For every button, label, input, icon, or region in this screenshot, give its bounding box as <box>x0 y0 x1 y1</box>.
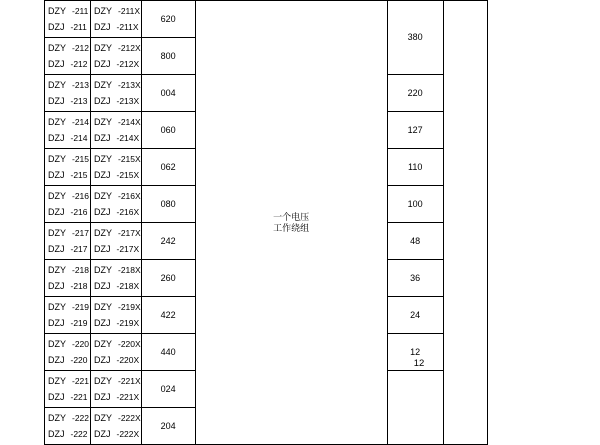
type2-prefix: DZJ <box>48 169 65 180</box>
type1-suffix-x: -213X <box>118 79 141 90</box>
type1-prefix: DZY <box>48 264 66 275</box>
type2-prefix: DZJ <box>48 243 65 254</box>
type1-suffix-x: -220X <box>118 338 141 349</box>
type-cell-1 <box>45 186 91 223</box>
type1-prefix: DZY <box>48 375 66 386</box>
code-cell: 242 <box>141 223 195 260</box>
type2-suffix: -211 <box>70 21 87 32</box>
code-cell: 204 <box>141 408 195 445</box>
type2-prefix-x: DZJ <box>94 132 111 143</box>
note-line-1: 一个电压 <box>273 212 310 223</box>
type-cell-1 <box>45 149 91 186</box>
type2-prefix-x: DZJ <box>94 391 111 402</box>
type-cell-1 <box>45 334 91 371</box>
value-cell: 220 <box>387 75 443 112</box>
type-cell-2 <box>91 149 142 186</box>
type2-prefix-x: DZJ <box>94 58 111 69</box>
type1-suffix: -214 <box>72 116 90 127</box>
type2-suffix: -217 <box>70 243 88 254</box>
type2-suffix-x: -213X <box>116 95 140 106</box>
type1-prefix-x: DZY <box>94 301 112 312</box>
type1-suffix-x: -214X <box>118 116 141 127</box>
type2-suffix: -219 <box>70 317 88 328</box>
type2-prefix-x: DZJ <box>94 354 111 365</box>
type1-prefix-x: DZY <box>94 153 112 164</box>
type2-prefix: DZJ <box>48 206 65 217</box>
code-cell: 440 <box>141 334 195 371</box>
type-cell-2 <box>91 75 142 112</box>
type1-prefix-x: DZY <box>94 412 112 423</box>
value-cell: 100 <box>387 186 443 223</box>
type-cell-2 <box>91 1 142 38</box>
value-cell: 36 <box>387 260 443 297</box>
code-cell: 060 <box>141 112 195 149</box>
type1-suffix-x: -219X <box>118 301 141 312</box>
type-cell-1 <box>45 223 91 260</box>
type2-prefix: DZJ <box>48 354 65 365</box>
type2-prefix-x: DZJ <box>94 21 111 32</box>
type-cell-2 <box>91 297 142 334</box>
note-line-2: 工作绕组 <box>273 222 310 233</box>
type-cell-2 <box>91 223 142 260</box>
code-cell: 800 <box>141 38 195 75</box>
value-cell: 12 <box>387 334 443 371</box>
type-cell-1 <box>45 371 91 408</box>
type2-suffix: -221 <box>70 391 88 402</box>
type2-prefix-x: DZJ <box>94 280 111 291</box>
type2-prefix: DZJ <box>48 21 65 32</box>
type1-prefix: DZY <box>48 227 66 238</box>
type1-suffix: -216 <box>72 190 90 201</box>
type2-suffix-x: -211X <box>116 21 139 32</box>
code-cell: 062 <box>141 149 195 186</box>
code-cell: 024 <box>141 371 195 408</box>
type-cell-1 <box>45 260 91 297</box>
type-cell-2 <box>91 334 142 371</box>
type1-prefix: DZY <box>48 116 66 127</box>
type2-suffix-x: -220X <box>116 354 140 365</box>
type1-prefix-x: DZY <box>94 116 112 127</box>
value-cell: 48 <box>387 223 443 260</box>
type1-suffix-x: -216X <box>118 190 141 201</box>
type1-suffix-x: -217X <box>118 227 141 238</box>
type-cell-1 <box>45 38 91 75</box>
value-cell: 380 <box>387 1 443 75</box>
type2-suffix-x: -217X <box>116 243 140 254</box>
type2-suffix-x: -222X <box>116 428 140 439</box>
type2-suffix: -215 <box>70 169 88 180</box>
type2-suffix: -218 <box>70 280 88 291</box>
specification-table <box>44 0 488 445</box>
type1-suffix: -215 <box>72 153 90 164</box>
type1-suffix: -218 <box>72 264 90 275</box>
value-cell: 24 <box>387 297 443 334</box>
type1-prefix-x: DZY <box>94 42 112 53</box>
type-cell-2 <box>91 186 142 223</box>
type2-prefix: DZJ <box>48 132 65 143</box>
type2-prefix-x: DZJ <box>94 206 111 217</box>
type-cell-2 <box>91 408 142 445</box>
type2-suffix-x: -219X <box>116 317 140 328</box>
type-cell-1 <box>45 1 91 38</box>
type1-suffix: -211 <box>72 5 89 16</box>
type-cell-1 <box>45 408 91 445</box>
code-cell: 620 <box>141 1 195 38</box>
value-cell: 127 <box>387 112 443 149</box>
type2-prefix-x: DZJ <box>94 95 111 106</box>
type2-suffix: -220 <box>70 354 88 365</box>
type1-prefix-x: DZY <box>94 5 112 16</box>
type1-prefix-x: DZY <box>94 264 112 275</box>
type1-suffix-x: -215X <box>118 153 141 164</box>
type-cell-1 <box>45 297 91 334</box>
type1-prefix: DZY <box>48 42 66 53</box>
value-cell <box>387 371 443 445</box>
type1-prefix-x: DZY <box>94 375 112 386</box>
type1-suffix: -221 <box>72 375 90 386</box>
table-row <box>45 1 488 38</box>
value-cell: 110 <box>387 149 443 186</box>
type2-suffix-x: -214X <box>116 132 140 143</box>
type1-prefix: DZY <box>48 79 66 90</box>
type2-prefix-x: DZJ <box>94 428 111 439</box>
value-label-last: 12 <box>413 358 425 369</box>
type2-suffix: -212 <box>70 58 88 69</box>
type1-suffix-x: -212X <box>118 42 141 53</box>
type2-prefix-x: DZJ <box>94 243 111 254</box>
type-cell-2 <box>91 260 142 297</box>
type2-prefix: DZJ <box>48 391 65 402</box>
type2-prefix: DZJ <box>48 317 65 328</box>
type1-prefix-x: DZY <box>94 79 112 90</box>
blank-cell <box>443 1 487 445</box>
type1-prefix-x: DZY <box>94 227 112 238</box>
type1-suffix: -222 <box>72 412 90 423</box>
type1-prefix: DZY <box>48 301 66 312</box>
type1-suffix-x: -211X <box>118 5 141 16</box>
code-cell: 004 <box>141 75 195 112</box>
type-cell-2 <box>91 112 142 149</box>
type1-suffix: -220 <box>72 338 90 349</box>
type2-prefix: DZJ <box>48 95 65 106</box>
type2-suffix-x: -212X <box>116 58 140 69</box>
note-cell <box>195 1 387 445</box>
type-cell-2 <box>91 371 142 408</box>
type2-suffix: -213 <box>70 95 88 106</box>
type2-suffix: -214 <box>70 132 88 143</box>
type1-prefix-x: DZY <box>94 338 112 349</box>
type1-prefix: DZY <box>48 190 66 201</box>
type2-prefix-x: DZJ <box>94 317 111 328</box>
type-cell-1 <box>45 112 91 149</box>
type-cell-2 <box>91 38 142 75</box>
type2-prefix: DZJ <box>48 280 65 291</box>
type1-prefix: DZY <box>48 153 66 164</box>
code-cell: 080 <box>141 186 195 223</box>
code-cell: 422 <box>141 297 195 334</box>
type1-suffix-x: -218X <box>118 264 141 275</box>
type1-suffix-x: -221X <box>118 375 141 386</box>
type1-prefix: DZY <box>48 338 66 349</box>
type1-suffix-x: -222X <box>118 412 141 423</box>
type2-suffix-x: -216X <box>116 206 140 217</box>
type2-suffix: -216 <box>70 206 88 217</box>
code-cell: 260 <box>141 260 195 297</box>
type2-prefix-x: DZJ <box>94 169 111 180</box>
type2-suffix-x: -218X <box>116 280 140 291</box>
type1-prefix-x: DZY <box>94 190 112 201</box>
type1-suffix: -212 <box>72 42 90 53</box>
type2-suffix-x: -221X <box>116 391 140 402</box>
type1-prefix: DZY <box>48 5 66 16</box>
type2-prefix: DZJ <box>48 428 65 439</box>
type-cell-1 <box>45 75 91 112</box>
type2-suffix-x: -215X <box>116 169 140 180</box>
type2-prefix: DZJ <box>48 58 65 69</box>
type1-prefix: DZY <box>48 412 66 423</box>
type1-suffix: -217 <box>72 227 90 238</box>
type1-suffix: -219 <box>72 301 90 312</box>
type1-suffix: -213 <box>72 79 90 90</box>
type2-suffix: -222 <box>70 428 88 439</box>
